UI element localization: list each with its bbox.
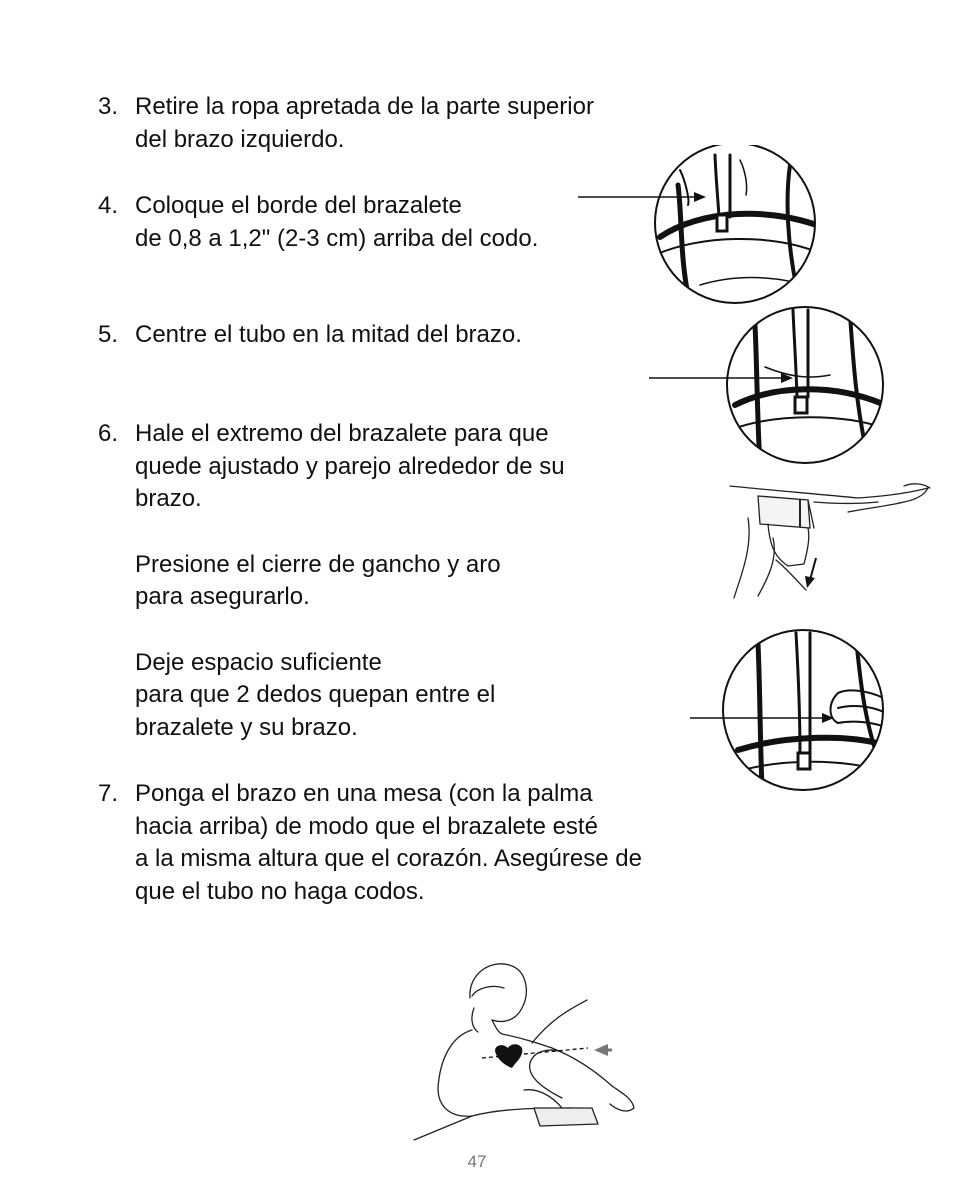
page-number: 47 [467,1152,487,1171]
step-text: Presione el cierre de gancho y aro [135,550,501,578]
step-4 [98,190,538,255]
step-text: Coloque el borde del brazalete [135,192,462,219]
upper-arm-cuff-icon [570,145,820,310]
step-text: Hale el extremo del brazalete para que [135,420,549,447]
step-3 [98,91,594,156]
step-text: que el tubo no haga codos. [135,877,425,905]
step-text: Centre el tubo en la mitad del brazo. [135,321,522,348]
tube-center-icon [645,305,890,465]
step-text: para asegurarlo. [135,583,310,610]
step-text: Retire la ropa apretada de la parte superior [135,93,594,120]
step-6 [98,418,565,744]
pull-cuff-icon [728,478,933,603]
step-text: brazo. [135,485,202,512]
step-7 [98,778,642,908]
step-text: para que 2 dedos quepan entre el [135,681,496,708]
step-number: 5. [98,321,119,348]
two-finger-check-icon [688,628,888,793]
step-number: 7. [98,780,119,807]
seated-measurement-icon [412,958,642,1143]
step-text: del brazo izquierdo. [135,125,345,153]
step-text: Deje espacio suficiente [135,648,382,676]
step-text: brazalete y su brazo. [135,713,358,741]
step-number: 6. [98,420,119,447]
step-text: quede ajustado y parejo alrededor de su [135,452,565,480]
step-number: 4. [98,192,119,219]
step-text: a la misma altura que el corazón. Asegúrese de [135,845,642,872]
step-text: Ponga el brazo en una mesa (con la palma [135,780,593,807]
step-number: 3. [98,93,119,120]
step-text: de 0,8 a 1,2" (2-3 cm) arriba del codo. [135,224,539,252]
step-5 [98,319,522,352]
step-text: hacia arriba) de modo que el brazalete esté [135,812,598,840]
